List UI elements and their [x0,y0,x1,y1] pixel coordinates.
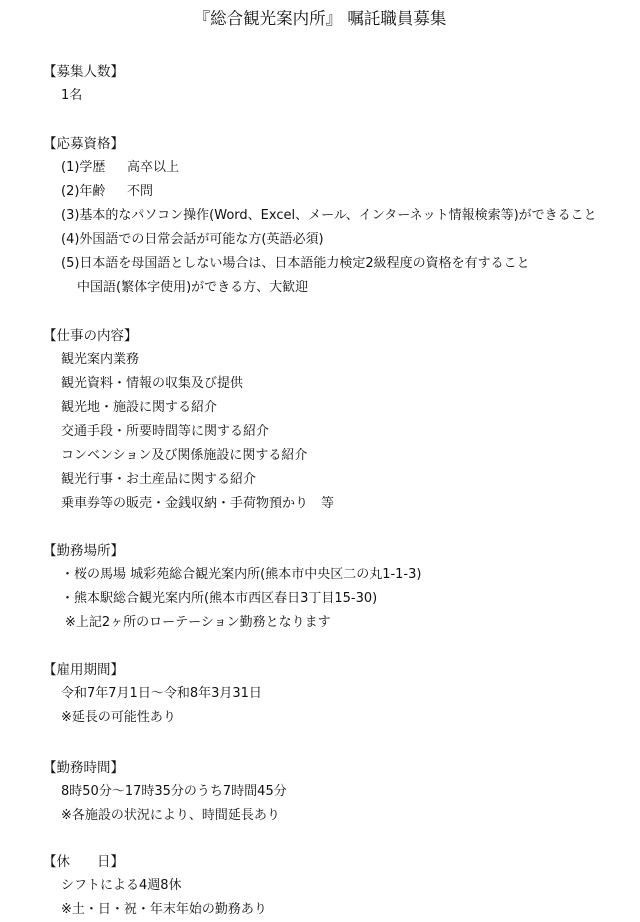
section-work-hours [43,756,630,828]
holidays-note: ※土・日・祝・年末年始の勤務あり [61,902,267,917]
job-content-item: 観光資料・情報の収集及び提供 [61,376,244,391]
qualification-value: 不問 [127,184,154,199]
section-job-content [43,324,630,516]
page-title: 『総合観光案内所』 嘱託職員募集 [193,9,447,28]
section-heading: 【仕事の内容】 [43,328,138,344]
section-holidays [43,850,630,922]
job-content-item: コンベンション及び関係施設に関する紹介 [61,448,308,463]
qualification-value: 高卒以上 [127,160,180,175]
qualification-label: (1)学歴 [61,160,106,175]
job-content-item: 交通手段・所要時間等に関する紹介 [61,424,270,439]
qualification-item [43,180,630,204]
qualification-line: (4)外国語での日常会話が可能な方(英語必須) [61,232,324,247]
section-heading: 【勤務時間】 [43,760,124,776]
section-heading: 【休 日】 [43,854,124,870]
recruit-count-value: 1名 [61,88,83,103]
qualification-line: (3)基本的なパソコン操作(Word、Excel、メール、インターネット情報検索等)ができること [61,208,597,223]
qualification-item [43,156,630,180]
section-work-location [43,539,630,635]
qualification-note: 中国語(繁体字使用)ができる方、大歓迎 [77,280,309,295]
job-content-item: 観光案内業務 [61,352,140,367]
qualification-line: (5)日本語を母国語としない場合は、日本語能力検定2級程度の資格を有すること [61,256,530,271]
section-qualifications [43,132,630,300]
job-content-item: 観光行事・お土産品に関する紹介 [61,472,257,487]
job-content-item: 観光地・施設に関する紹介 [61,400,218,415]
work-hours-note: ※各施設の状況により、時間延長あり [61,808,280,823]
work-location-item: ・桜の馬場 城彩苑総合観光案内所(熊本市中央区二の丸1-1-3) [61,567,422,582]
section-recruit-count [43,60,630,108]
holidays-value: シフトによる4週8休 [61,878,182,893]
qualification-label: (2)年齢 [61,184,106,199]
section-heading: 【勤務場所】 [43,543,124,559]
employment-period-value: 令和7年7月1日～令和8年3月31日 [61,686,262,701]
job-content-item: 乗車券等の販売・金銭収納・手荷物預かり 等 [61,496,335,511]
employment-period-note: ※延長の可能性あり [61,710,176,725]
section-heading: 【応募資格】 [43,136,124,152]
section-heading: 【募集人数】 [43,64,124,80]
section-heading: 【雇用期間】 [43,662,124,678]
section-employment-period [43,658,630,730]
work-location-note: ※上記2ヶ所のローテーション勤務となります [65,615,331,630]
work-location-item: ・熊本駅総合観光案内所(熊本市西区春日3丁目15-30) [61,591,378,606]
work-hours-value: 8時50分～17時35分のうち7時間45分 [61,784,287,799]
